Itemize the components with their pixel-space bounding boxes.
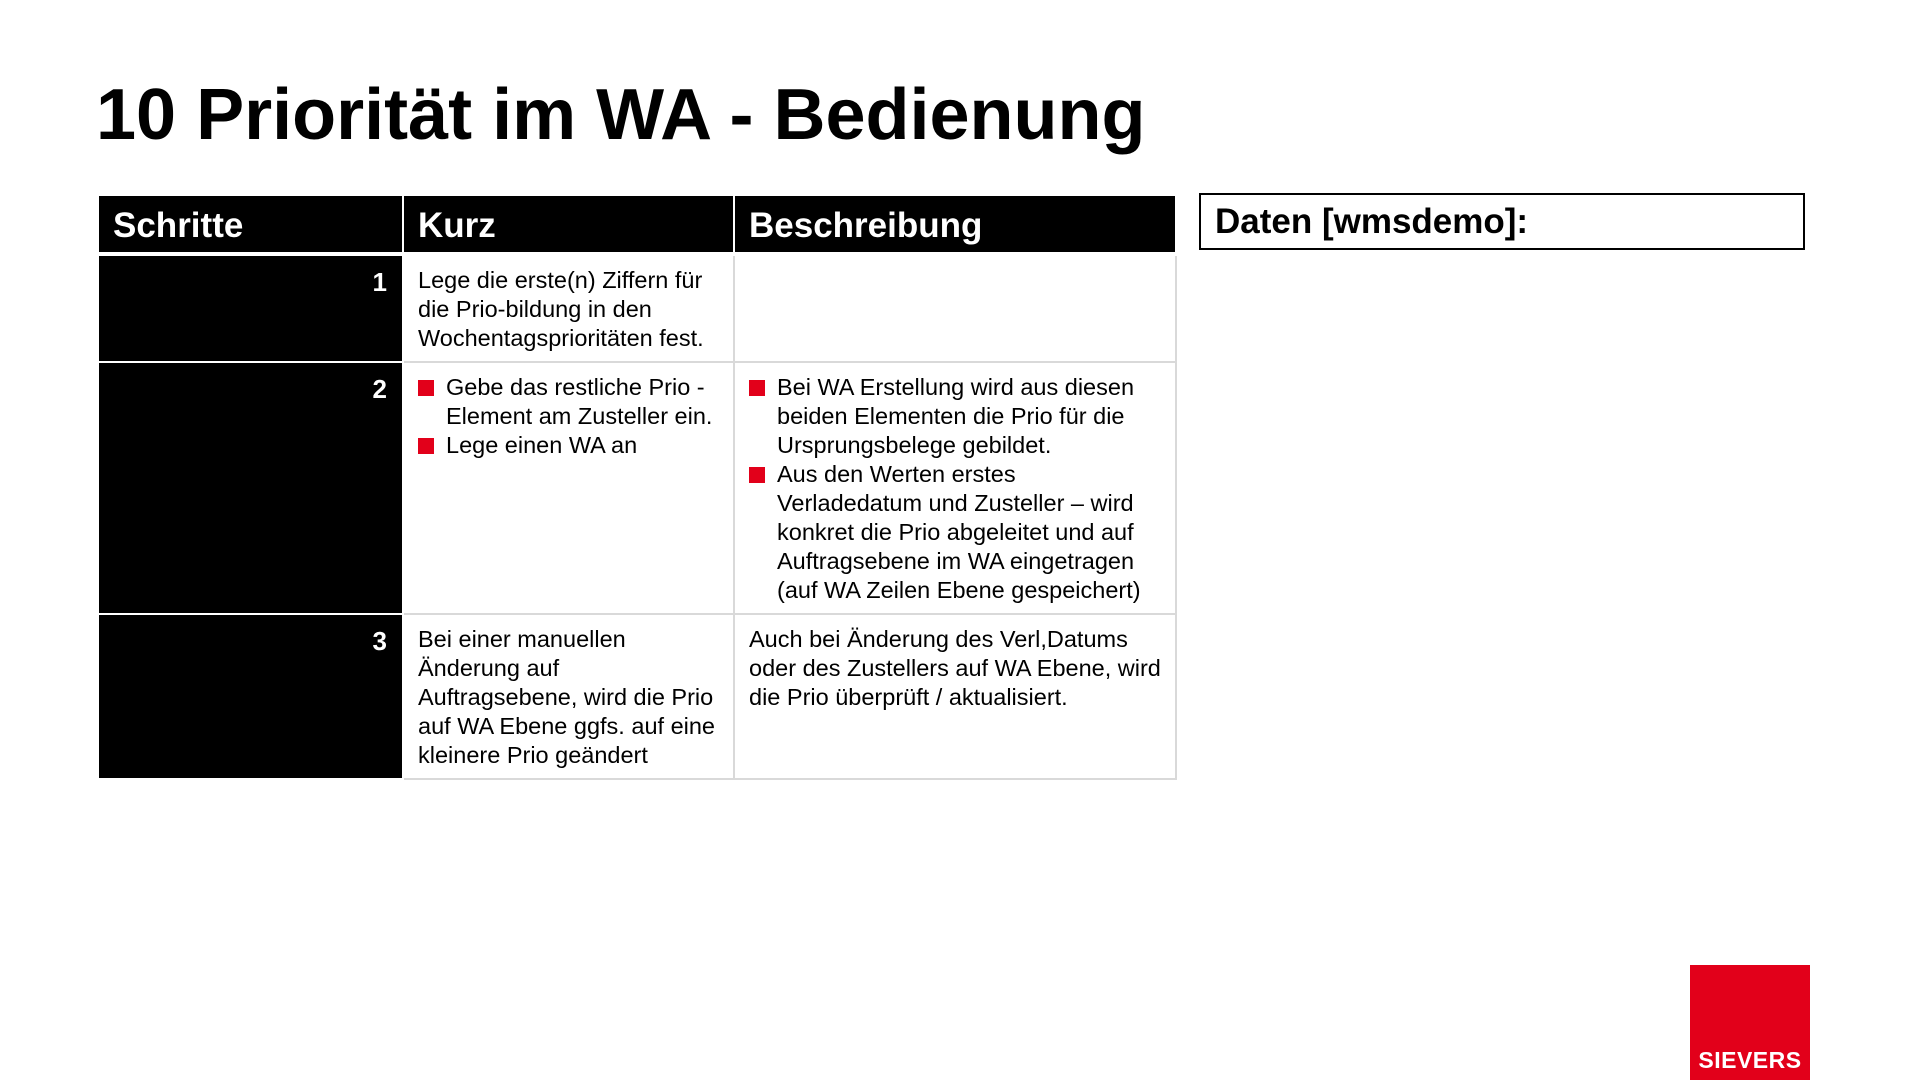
kurz-cell: Bei einer manuellen Änderung auf Auftragsebene, wird die Prio auf WA Ebene ggfs. auf eine kleinere Prio geändert bbox=[403, 614, 734, 779]
header-kurz: Kurz bbox=[403, 195, 734, 254]
red-square-bullet-icon bbox=[749, 380, 765, 396]
beschreibung-cell bbox=[734, 254, 1176, 362]
kurz-bullet-list bbox=[418, 373, 719, 460]
bullet-text: Lege einen WA an bbox=[446, 432, 638, 458]
kurz-cell bbox=[403, 362, 734, 614]
red-square-bullet-icon bbox=[418, 380, 434, 396]
steps-table bbox=[97, 194, 1177, 780]
table-header-row bbox=[98, 195, 1176, 254]
header-schritte: Schritte bbox=[98, 195, 403, 254]
bullet-item bbox=[749, 460, 1161, 605]
step-number: 2 bbox=[98, 362, 403, 614]
table-row bbox=[98, 614, 1176, 779]
table-row bbox=[98, 362, 1176, 614]
red-square-bullet-icon bbox=[749, 467, 765, 483]
bullet-text: Bei WA Erstellung wird aus diesen beiden Elementen die Prio für die Ursprungsbelege gebildet. bbox=[777, 374, 1135, 458]
step-number: 3 bbox=[98, 614, 403, 779]
header-beschreibung: Beschreibung bbox=[734, 195, 1176, 254]
daten-label-box: Daten [wmsdemo]: bbox=[1199, 193, 1805, 250]
beschreibung-cell: Auch bei Änderung des Verl,Datums oder des Zustellers auf WA Ebene, wird die Prio überprüft / aktualisiert. bbox=[734, 614, 1176, 779]
bullet-text: Gebe das restliche Prio - Element am Zusteller ein. bbox=[446, 374, 713, 429]
bullet-item bbox=[418, 431, 719, 460]
bullet-text: Aus den Werten erstes Verladedatum und Zusteller – wird konkret die Prio abgeleitet und auf Auftragsebene im WA eingetragen (auf WA Zeilen Ebene gespeichert) bbox=[777, 461, 1141, 603]
step-number: 1 bbox=[98, 254, 403, 362]
bullet-item bbox=[749, 373, 1161, 460]
red-square-bullet-icon bbox=[418, 438, 434, 454]
beschreibung-cell bbox=[734, 362, 1176, 614]
page-title: 10 Priorität im WA - Bedienung bbox=[96, 75, 1146, 155]
bullet-item bbox=[418, 373, 719, 431]
table-row bbox=[98, 254, 1176, 362]
logo-text: SIEVERS bbox=[1698, 1047, 1802, 1073]
kurz-cell: Lege die erste(n) Ziffern für die Prio-bildung in den Wochentagsprioritäten fest. bbox=[403, 254, 734, 362]
beschreibung-bullet-list bbox=[749, 373, 1161, 605]
sievers-logo bbox=[1690, 965, 1810, 1080]
